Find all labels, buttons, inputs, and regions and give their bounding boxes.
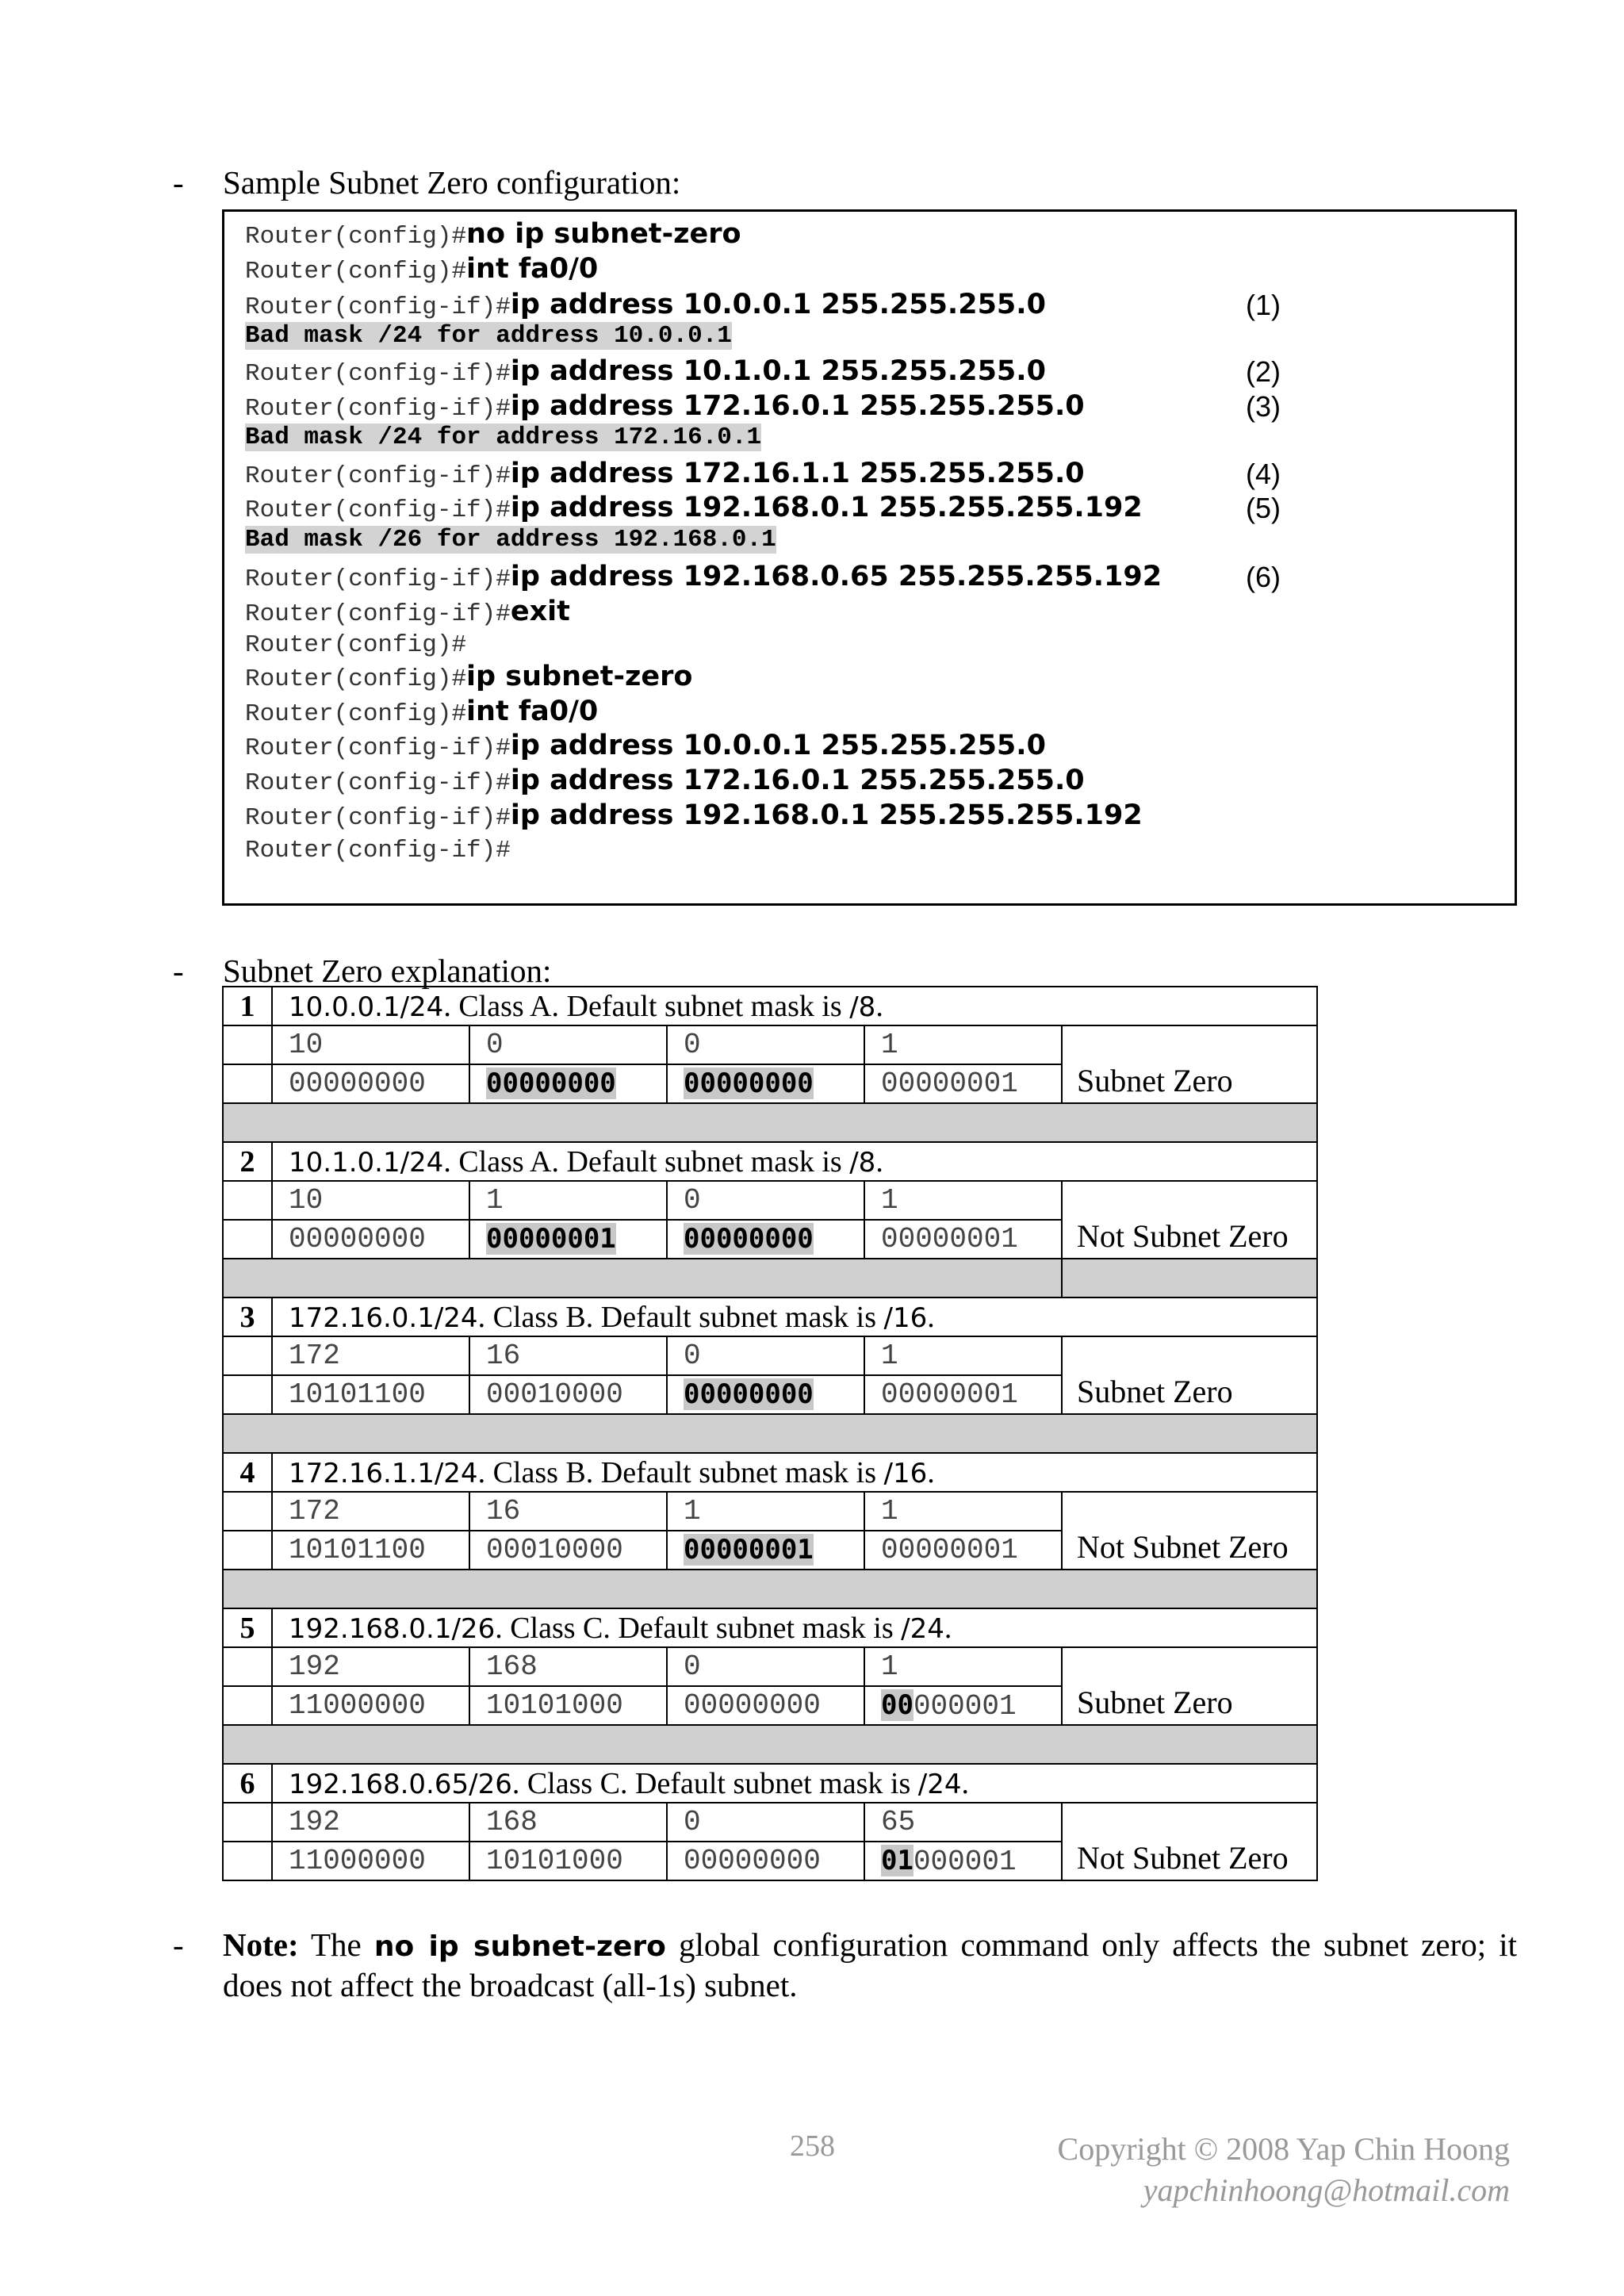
note-label: Note: bbox=[223, 1926, 299, 1963]
decimal-octet: 65 bbox=[864, 1803, 1062, 1842]
binary-octet: 00000000 bbox=[272, 1064, 469, 1103]
separator-row bbox=[223, 1414, 1317, 1453]
cli-prompt: Router(config-if)# bbox=[245, 360, 511, 388]
decimal-octets-row bbox=[223, 1336, 1317, 1375]
explanation-header bbox=[272, 1297, 1317, 1336]
cli-prompt: Router(config-if)# bbox=[245, 293, 511, 321]
host-bits: 000001 bbox=[913, 1689, 1017, 1723]
blank-cell bbox=[223, 1686, 272, 1725]
line-reference-number: (2) bbox=[1246, 355, 1281, 388]
decimal-octet: 172 bbox=[272, 1492, 469, 1531]
bullet-dash: - bbox=[173, 953, 184, 989]
decimal-octet: 16 bbox=[469, 1336, 667, 1375]
cli-prompt: Router(config-if)# bbox=[245, 837, 511, 864]
code-line bbox=[245, 355, 1281, 390]
cli-command: ip address 172.16.1.1 255.255.255.0 bbox=[510, 458, 1085, 489]
binary-octet bbox=[864, 1686, 1062, 1725]
code-line bbox=[245, 730, 1046, 765]
bullet-dash: - bbox=[173, 1926, 184, 1963]
binary-octet: 10101000 bbox=[469, 1842, 667, 1880]
author-email: yapchinhoong@hotmail.com bbox=[1143, 2172, 1510, 2208]
decimal-octet: 192 bbox=[272, 1647, 469, 1686]
blank-cell bbox=[223, 1181, 272, 1220]
decimal-octet: 1 bbox=[469, 1181, 667, 1220]
binary-octet: 11000000 bbox=[272, 1842, 469, 1880]
decimal-octets-row bbox=[223, 1803, 1317, 1842]
section-title: Sample Subnet Zero configuration: bbox=[223, 164, 681, 201]
cli-command: ip address 10.1.0.1 255.255.255.0 bbox=[510, 355, 1046, 387]
cli-prompt: Router(config)# bbox=[245, 631, 467, 659]
blank-cell bbox=[223, 1064, 272, 1103]
cli-prompt: Router(config)# bbox=[245, 223, 467, 251]
config-code-box bbox=[222, 209, 1517, 906]
copyright-text: Copyright © 2008 Yap Chin Hoong bbox=[1057, 2131, 1510, 2167]
blank-cell bbox=[223, 1531, 272, 1570]
cli-command: ip address 172.16.0.1 255.255.255.0 bbox=[510, 765, 1085, 796]
result-label: Subnet Zero bbox=[1077, 1685, 1233, 1720]
item-number: 4 bbox=[223, 1453, 272, 1492]
decimal-octet: 0 bbox=[469, 1025, 667, 1064]
explanation-header bbox=[272, 1608, 1317, 1647]
explanation-header bbox=[272, 1453, 1317, 1492]
subnet-octet-highlight: 00000000 bbox=[684, 1222, 814, 1255]
explanation-header-row bbox=[223, 1142, 1317, 1181]
decimal-octets-row bbox=[223, 1025, 1317, 1064]
decimal-octet: 1 bbox=[864, 1647, 1062, 1686]
separator-row bbox=[223, 1570, 1317, 1608]
binary-octet bbox=[667, 1064, 864, 1103]
period: . bbox=[875, 989, 883, 1023]
decimal-octets-row bbox=[223, 1647, 1317, 1686]
note-pre: The bbox=[298, 1926, 374, 1963]
binary-octet: 10101100 bbox=[272, 1375, 469, 1414]
decimal-octet: 16 bbox=[469, 1492, 667, 1531]
cli-prompt: Router(config-if)# bbox=[245, 565, 511, 593]
item-number: 3 bbox=[223, 1297, 272, 1336]
period: . bbox=[961, 1766, 969, 1800]
subnet-octet-highlight: 00000001 bbox=[486, 1222, 616, 1255]
cli-prompt: Router(config-if)# bbox=[245, 804, 511, 832]
binary-octet: 11000000 bbox=[272, 1686, 469, 1725]
binary-octet bbox=[667, 1375, 864, 1414]
code-line bbox=[245, 253, 598, 288]
result-cell bbox=[1062, 1492, 1317, 1570]
blank-cell bbox=[223, 1492, 272, 1531]
code-line bbox=[245, 661, 692, 696]
decimal-octet: 1 bbox=[864, 1336, 1062, 1375]
blank-cell bbox=[223, 1220, 272, 1259]
code-line bbox=[245, 458, 1281, 493]
decimal-octet: 0 bbox=[667, 1336, 864, 1375]
blank-cell bbox=[223, 1803, 272, 1842]
explanation-header-row bbox=[223, 1297, 1317, 1336]
binary-octet: 10101000 bbox=[469, 1686, 667, 1725]
error-line bbox=[245, 424, 761, 458]
explanation-header-row bbox=[223, 1453, 1317, 1492]
cli-prompt: Router(config-if)# bbox=[245, 395, 511, 423]
cli-prompt: Router(config-if)# bbox=[245, 734, 511, 762]
result-label: Subnet Zero bbox=[1077, 1374, 1233, 1409]
cli-prompt: Router(config)# bbox=[245, 700, 467, 728]
ip-address: 10.0.0.1/24 bbox=[289, 991, 444, 1023]
blank-cell bbox=[223, 1647, 272, 1686]
explanation-header-row bbox=[223, 1608, 1317, 1647]
footer-copyright bbox=[1058, 2129, 1510, 2211]
class-description: . Class B. Default subnet mask is bbox=[477, 1300, 884, 1334]
class-description: . Class C. Default subnet mask is bbox=[495, 1611, 902, 1645]
period: . bbox=[944, 1611, 952, 1645]
code-line bbox=[245, 492, 1281, 527]
decimal-octet: 1 bbox=[864, 1181, 1062, 1220]
separator-cell bbox=[223, 1259, 1062, 1297]
code-line bbox=[245, 289, 1281, 324]
separator-cell bbox=[1062, 1259, 1317, 1297]
decimal-octet: 0 bbox=[667, 1803, 864, 1842]
decimal-octets-row bbox=[223, 1181, 1317, 1220]
subnet-octet-highlight: 00000000 bbox=[684, 1378, 814, 1410]
cli-prompt: Router(config-if)# bbox=[245, 462, 511, 490]
code-line bbox=[245, 627, 466, 661]
decimal-octets-row bbox=[223, 1492, 1317, 1531]
cli-command: ip address 192.168.0.65 255.255.255.192 bbox=[510, 561, 1162, 592]
cli-prompt: Router(config-if)# bbox=[245, 496, 511, 524]
decimal-octet: 1 bbox=[864, 1025, 1062, 1064]
period: . bbox=[927, 1300, 935, 1334]
line-reference-number: (4) bbox=[1246, 458, 1281, 490]
default-mask: /24 bbox=[901, 1612, 944, 1645]
class-description: . Class A. Default subnet mask is bbox=[443, 989, 850, 1023]
subnet-octet-highlight: 00000000 bbox=[684, 1067, 814, 1099]
default-mask: /16 bbox=[883, 1301, 928, 1334]
cli-command: ip address 10.0.0.1 255.255.255.0 bbox=[510, 289, 1046, 320]
separator-row bbox=[223, 1725, 1317, 1764]
decimal-octet: 168 bbox=[469, 1647, 667, 1686]
code-line bbox=[245, 765, 1085, 799]
class-description: . Class A. Default subnet mask is bbox=[443, 1144, 850, 1179]
result-cell bbox=[1062, 1803, 1317, 1880]
code-line bbox=[245, 596, 570, 631]
code-line bbox=[245, 696, 598, 730]
result-cell bbox=[1062, 1336, 1317, 1414]
separator-cell bbox=[223, 1570, 1317, 1608]
binary-octet: 00010000 bbox=[469, 1531, 667, 1570]
binary-octet: 10101100 bbox=[272, 1531, 469, 1570]
item-number: 5 bbox=[223, 1608, 272, 1647]
section-title: Subnet Zero explanation: bbox=[223, 953, 552, 989]
binary-octet: 00010000 bbox=[469, 1375, 667, 1414]
line-reference-number: (6) bbox=[1246, 561, 1281, 593]
result-cell bbox=[1062, 1181, 1317, 1259]
result-cell bbox=[1062, 1647, 1317, 1725]
cli-command: exit bbox=[510, 596, 570, 627]
cli-command: no ip subnet-zero bbox=[466, 218, 741, 250]
blank-cell bbox=[223, 1336, 272, 1375]
cli-command: ip address 192.168.0.1 255.255.255.192 bbox=[510, 492, 1143, 523]
bullet-dash: - bbox=[173, 164, 184, 201]
binary-octet: 00000001 bbox=[864, 1531, 1062, 1570]
blank-cell bbox=[223, 1025, 272, 1064]
result-cell bbox=[1062, 1025, 1317, 1103]
binary-octet: 00000001 bbox=[864, 1375, 1062, 1414]
default-mask: /8 bbox=[849, 991, 876, 1023]
decimal-octet: 10 bbox=[272, 1025, 469, 1064]
binary-octet bbox=[864, 1842, 1062, 1880]
line-reference-number: (1) bbox=[1246, 289, 1281, 321]
error-message: Bad mask /24 for address 172.16.0.1 bbox=[245, 424, 762, 451]
decimal-octet: 192 bbox=[272, 1803, 469, 1842]
note-post: global configuration command only affects the subnet zero; it does not affect the broadcast (all-1s) subnet. bbox=[223, 1926, 1517, 2003]
default-mask: /16 bbox=[883, 1457, 928, 1489]
cli-command: ip address 172.16.0.1 255.255.255.0 bbox=[510, 390, 1085, 422]
cli-command: int fa0/0 bbox=[466, 696, 599, 727]
ip-address: 10.1.0.1/24 bbox=[289, 1146, 444, 1179]
binary-octet: 00000000 bbox=[272, 1220, 469, 1259]
decimal-octet: 1 bbox=[667, 1492, 864, 1531]
class-description: . Class C. Default subnet mask is bbox=[511, 1766, 918, 1800]
subnet-octet-highlight: 00000000 bbox=[486, 1067, 616, 1099]
binary-octet: 00000001 bbox=[864, 1220, 1062, 1259]
blank-cell bbox=[223, 1842, 272, 1880]
item-number: 2 bbox=[223, 1142, 272, 1181]
binary-octet bbox=[469, 1220, 667, 1259]
default-mask: /24 bbox=[917, 1768, 962, 1800]
result-label: Not Subnet Zero bbox=[1077, 1218, 1289, 1254]
default-mask: /8 bbox=[849, 1146, 876, 1179]
code-line bbox=[245, 218, 741, 253]
line-reference-number: (5) bbox=[1246, 492, 1281, 524]
decimal-octet: 0 bbox=[667, 1181, 864, 1220]
binary-octet: 00000000 bbox=[667, 1686, 864, 1725]
decimal-octet: 10 bbox=[272, 1181, 469, 1220]
subnet-bits-highlight: 01 bbox=[881, 1844, 914, 1876]
cli-prompt: Router(config-if)# bbox=[245, 769, 511, 797]
explanation-header-row bbox=[223, 987, 1317, 1025]
separator-cell bbox=[223, 1103, 1317, 1142]
subnet-zero-table bbox=[222, 986, 1318, 1881]
binary-octet bbox=[469, 1064, 667, 1103]
separator-row bbox=[223, 1103, 1317, 1142]
explanation-header-row bbox=[223, 1764, 1317, 1803]
binary-octet: 00000001 bbox=[864, 1064, 1062, 1103]
decimal-octet: 0 bbox=[667, 1025, 864, 1064]
cli-command: int fa0/0 bbox=[466, 253, 599, 285]
error-message: Bad mask /26 for address 192.168.0.1 bbox=[245, 526, 776, 554]
host-bits: 000001 bbox=[913, 1845, 1017, 1878]
cli-prompt: Router(config)# bbox=[245, 258, 467, 286]
error-line bbox=[245, 526, 776, 561]
error-line bbox=[245, 322, 732, 357]
cli-command: ip address 192.168.0.1 255.255.255.192 bbox=[510, 799, 1143, 831]
code-line bbox=[245, 799, 1143, 834]
explanation-header bbox=[272, 1142, 1317, 1181]
code-line bbox=[245, 832, 511, 867]
error-message: Bad mask /24 for address 10.0.0.1 bbox=[245, 322, 732, 350]
binary-octet bbox=[667, 1220, 864, 1259]
cli-command: ip subnet-zero bbox=[466, 661, 693, 692]
code-line bbox=[245, 561, 1281, 596]
ip-address: 192.168.0.65/26 bbox=[289, 1768, 512, 1800]
cli-prompt: Router(config-if)# bbox=[245, 600, 511, 628]
page-number: 258 bbox=[790, 2129, 835, 2163]
result-label: Subnet Zero bbox=[1077, 1063, 1233, 1098]
binary-octet bbox=[667, 1531, 864, 1570]
ip-address: 172.16.0.1/24 bbox=[289, 1301, 478, 1334]
ip-address: 172.16.1.1/24 bbox=[289, 1457, 478, 1489]
item-number: 6 bbox=[223, 1764, 272, 1803]
blank-cell bbox=[223, 1375, 272, 1414]
cli-command: ip address 10.0.0.1 255.255.255.0 bbox=[510, 730, 1046, 761]
decimal-octet: 1 bbox=[864, 1492, 1062, 1531]
cli-prompt: Router(config)# bbox=[245, 665, 467, 693]
subnet-octet-highlight: 00000001 bbox=[684, 1533, 814, 1566]
note-keyword: no ip subnet-zero bbox=[373, 1930, 666, 1963]
period: . bbox=[927, 1455, 935, 1489]
subnet-bits-highlight: 00 bbox=[881, 1688, 914, 1721]
period: . bbox=[875, 1144, 883, 1179]
result-label: Not Subnet Zero bbox=[1077, 1529, 1289, 1565]
separator-row bbox=[223, 1259, 1317, 1297]
binary-octet: 00000000 bbox=[667, 1842, 864, 1880]
item-number: 1 bbox=[223, 987, 272, 1025]
note-paragraph bbox=[223, 1926, 1517, 2004]
explanation-header bbox=[272, 987, 1317, 1025]
code-line bbox=[245, 390, 1281, 425]
result-label: Not Subnet Zero bbox=[1077, 1840, 1289, 1876]
class-description: . Class B. Default subnet mask is bbox=[477, 1455, 884, 1489]
ip-address: 192.168.0.1/26 bbox=[289, 1612, 496, 1645]
separator-cell bbox=[223, 1725, 1317, 1764]
line-reference-number: (3) bbox=[1246, 390, 1281, 423]
decimal-octet: 172 bbox=[272, 1336, 469, 1375]
decimal-octet: 0 bbox=[667, 1647, 864, 1686]
explanation-header bbox=[272, 1764, 1317, 1803]
decimal-octet: 168 bbox=[469, 1803, 667, 1842]
separator-cell bbox=[223, 1414, 1317, 1453]
